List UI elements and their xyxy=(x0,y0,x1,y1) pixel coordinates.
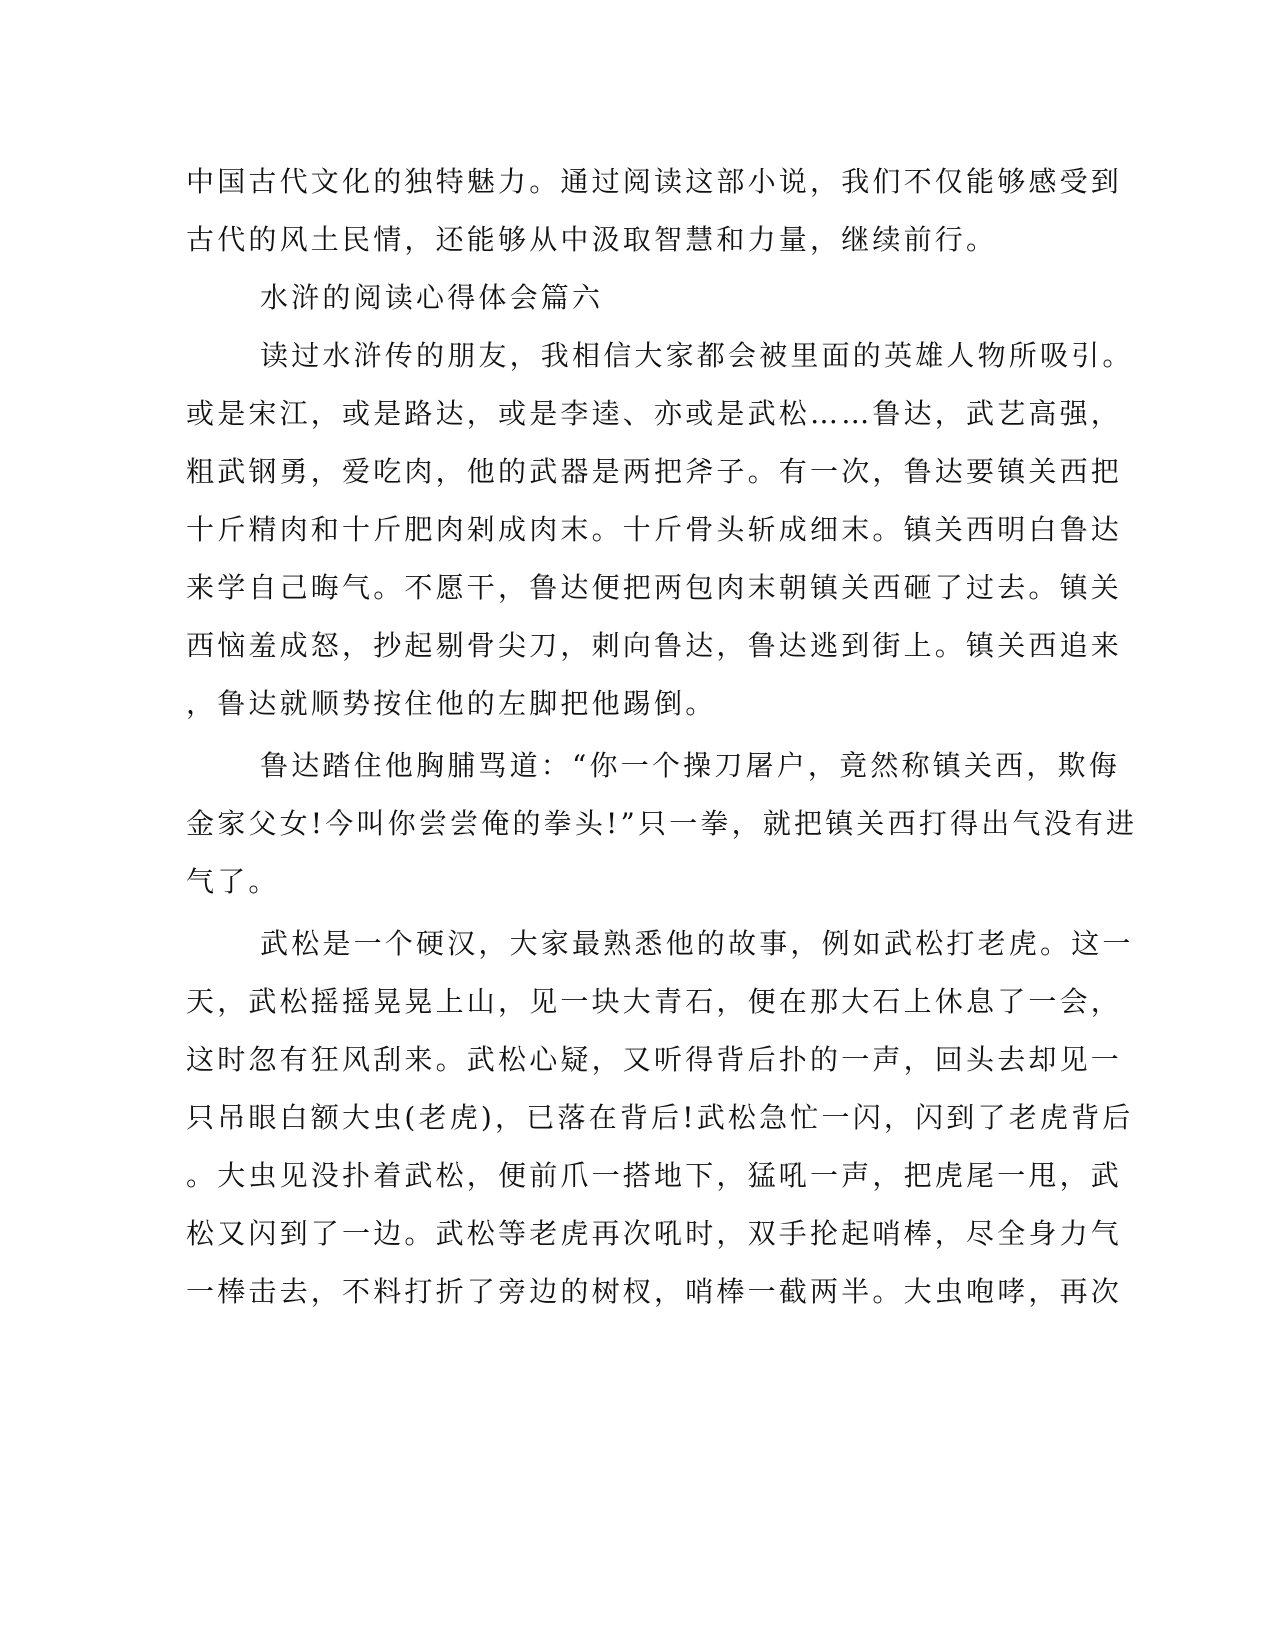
text-line: 粗武钢勇，爱吃肉，他的武器是两把斧子。有一次，鲁达要镇关西把 xyxy=(186,455,1123,488)
text-line: 天，武松摇摇晃晃上山，见一块大青石，便在那大石上休息了一会， xyxy=(186,985,1123,1018)
text-line: 来学自己晦气。不愿干，鲁达便把两包肉末朝镇关西砸了过去。镇关 xyxy=(186,571,1123,604)
text-line: 武松是一个硬汉，大家最熟悉他的故事，例如武松打老虎。这一 xyxy=(260,927,1134,960)
text-line: 只吊眼白额大虫(老虎)，已落在背后!武松急忙一闪，闪到了老虎背后 xyxy=(186,1101,1134,1134)
text-line: 中国古代文化的独特魅力。通过阅读这部小说，我们不仅能够感受到 xyxy=(186,165,1123,198)
text-line: 鲁达踏住他胸脯骂道：“你一个操刀屠户，竟然称镇关西，欺侮 xyxy=(260,749,1120,782)
text-line: 一棒击去，不料打折了旁边的树杈，哨棒一截两半。大虫咆哮，再次 xyxy=(186,1275,1123,1308)
text-line: 古代的风土民情，还能够从中汲取智慧和力量，继续前行。 xyxy=(186,223,998,256)
text-line: 西恼羞成怒，抄起剔骨尖刀，刺向鲁达，鲁达逃到街上。镇关西追来 xyxy=(186,629,1123,662)
text-line: 十斤精肉和十斤肥肉剁成肉末。十斤骨头斩成细末。镇关西明白鲁达 xyxy=(186,513,1123,546)
text-line: 气了。 xyxy=(186,865,280,898)
text-line: 。大虫见没扑着武松，便前爪一搭地下，猛吼一声，把虎尾一甩，武 xyxy=(186,1159,1123,1192)
text-line: 读过水浒传的朋友，我相信大家都会被里面的英雄人物所吸引。 xyxy=(260,339,1134,372)
text-line: 或是宋江，或是路达，或是李逵、亦或是武松……鲁达，武艺高强， xyxy=(186,397,1123,430)
text-line: 金家父女!今叫你尝尝俺的拳头!”只一拳，就把镇关西打得出气没有进 xyxy=(186,807,1138,840)
section-heading: 水浒的阅读心得体会篇六 xyxy=(260,281,604,314)
text-line: 这时忽有狂风刮来。武松心疑，又听得背后扑的一声，回头去却见一 xyxy=(186,1043,1123,1076)
text-line: 松又闪到了一边。武松等老虎再次吼时，双手抡起哨棒，尽全身力气 xyxy=(186,1217,1123,1250)
text-line: ，鲁达就顺势按住他的左脚把他踢倒。 xyxy=(186,687,717,720)
